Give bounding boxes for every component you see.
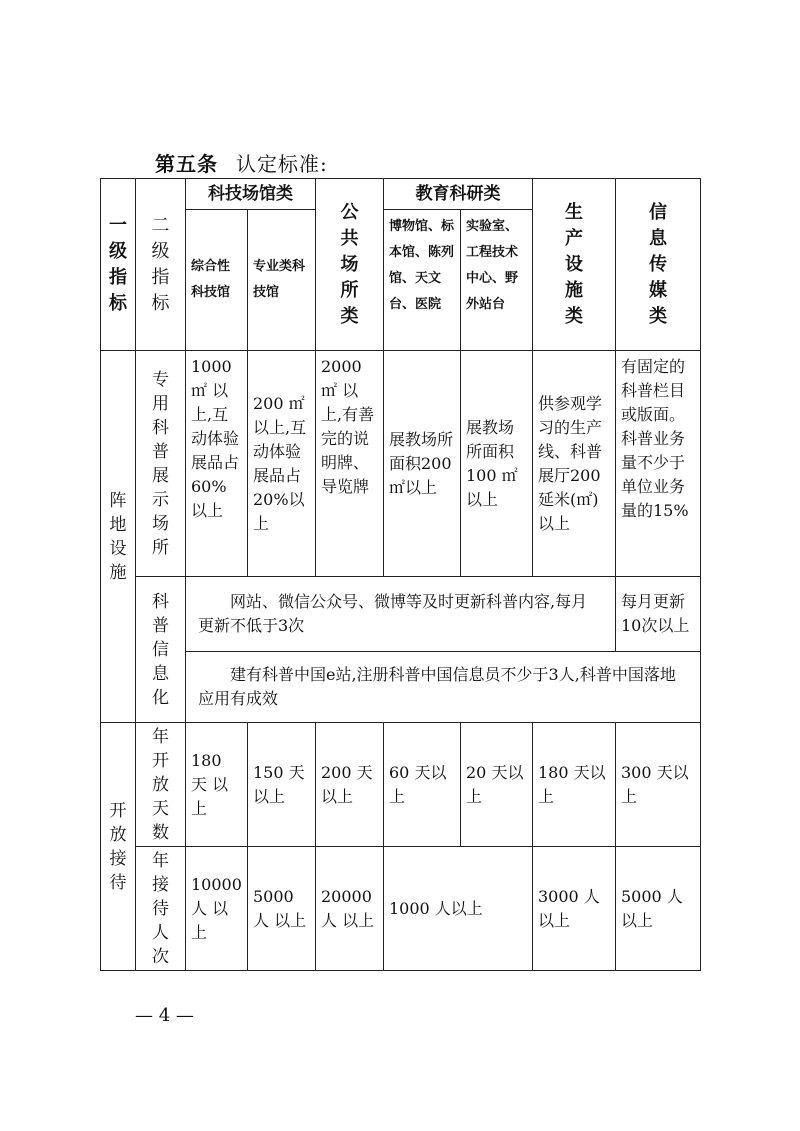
zhendi-label: 阵地设施 [101,351,136,723]
article-number: 第五条 [155,152,218,176]
renci-shengchan: 3000 人 以上 [533,847,616,971]
level2-header: 二级指标 [136,179,186,351]
zhanshi-gonggong: 2000 ㎡ 以上,有善完的说明牌、导览牌 [316,351,384,577]
article-heading [155,148,328,177]
page-number: — 4 — [135,1005,194,1026]
xinxihua-text-1: 网站、微信公众号、微博等及时更新科普内容,每月更新不低于3次 [186,577,616,652]
xinxihua-xinxi: 每月更新10次以上 [616,577,701,652]
tianshu-bowuguan: 60 天以上 [384,723,461,847]
zhanshi-bowuguan: 展教场所面积200 ㎡以上 [384,351,461,577]
renci-xinxi: 5000 人 以上 [616,847,701,971]
shengchan-header: 生产设施类 [533,179,616,351]
tianshu-xinxi: 300 天以上 [616,723,701,847]
criteria-table [100,178,701,971]
xinxihua-text-2: 建有科普中国e站,注册科普中国信息员不少于3人,科普中国落地应用有成效 [186,652,701,723]
level1-header: 一级指标 [101,179,136,351]
bowuguan-header: 博物馆、标本馆、陈列馆、天文台、医院 [384,210,461,351]
xinxihua-label: 科普信息化 [136,577,186,723]
tianshu-zhuanye: 150 天以上 [248,723,316,847]
zhanshi-zonghe: 1000 ㎡ 以上,互动体验展品占60%以上 [186,351,248,577]
kaifang-label: 开放接待 [101,723,136,971]
renci-jiaoyu: 1000 人以上 [384,847,533,971]
renci-zhuanye: 5000 人 以上 [248,847,316,971]
tianshu-label: 年开放天数 [136,723,186,847]
zhanshi-zhuanye: 200 ㎡ 以上,互动体验展品占20%以上 [248,351,316,577]
renci-label: 年接待人次 [136,847,186,971]
tianshu-shengchan: 180 天以上 [533,723,616,847]
tianshu-row [101,723,701,847]
tianshu-shiyanshi: 20 天以上 [461,723,533,847]
xinxihua-row-2 [101,652,701,723]
shiyanshi-header: 实验室、工程技术中心、野外站台 [461,210,533,351]
renci-zonghe: 10000 人 以上 [186,847,248,971]
header-row-1 [101,179,701,210]
article-title: 认定标准: [236,152,328,176]
renci-gonggong: 20000 人 以上 [316,847,384,971]
zhanshi-label: 专用科普展示场所 [136,351,186,577]
zhuanye-header: 专业类科技馆 [248,210,316,351]
zonghe-header: 综合性科技馆 [186,210,248,351]
renci-row [101,847,701,971]
xinxi-header: 信息传媒类 [616,179,701,351]
zhanshi-shengchan: 供参观学习的生产线、科普展厅200延米(㎡)以上 [533,351,616,577]
zhanshi-shiyanshi: 展教场所面积100 ㎡以上 [461,351,533,577]
zhanshi-xinxi: 有固定的科普栏目或版面。科普业务量不少于单位业务量的15% [616,351,701,577]
gonggong-header: 公共场所类 [316,179,384,351]
tianshu-zonghe: 180 天 以上 [186,723,248,847]
tianshu-gonggong: 200 天以上 [316,723,384,847]
jiaoyu-header: 教育科研类 [384,179,533,210]
zhanshi-row [101,351,701,577]
xinxihua-row-1 [101,577,701,652]
kejichangguan-header: 科技场馆类 [186,179,316,210]
